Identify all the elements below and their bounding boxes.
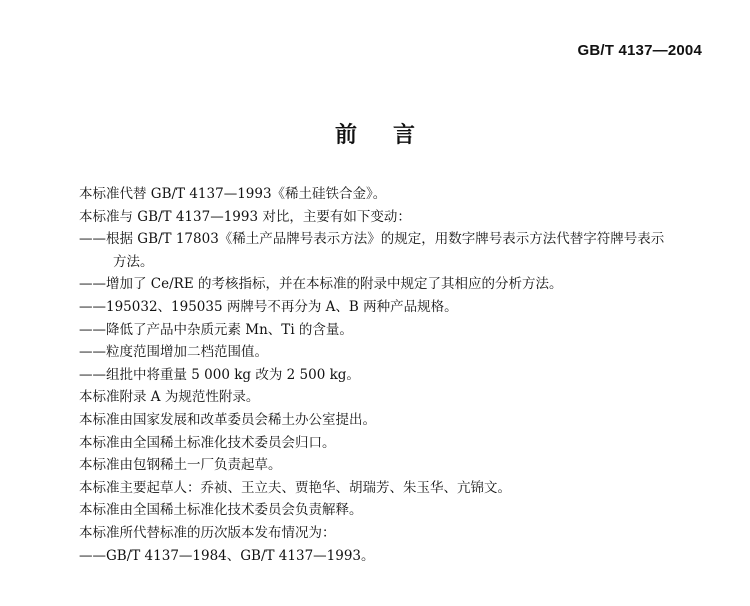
text-line: ——降低了产品中杂质元素 Mn、Ti 的含量。	[79, 321, 353, 338]
text-line: 本标准所代替标准的历次版本发布情况为：	[79, 524, 336, 541]
text-line-continuation: 方法。	[113, 253, 154, 270]
text-line: 本标准与 GB/T 4137—1993 对比，主要有如下变动：	[79, 208, 411, 225]
document-body	[79, 183, 709, 567]
text-line: 本标准由全国稀土标准化技术委员会归口。	[79, 434, 336, 451]
text-line: ——组批中将重量 5 000 kg 改为 2 500 kg。	[79, 366, 360, 383]
page-title: 前言	[334, 122, 451, 148]
text-line: ——增加了 Ce/RE 的考核指标，并在本标准的附录中规定了其相应的分析方法。	[79, 276, 563, 293]
text-line: 本标准由国家发展和改革委员会稀土办公室提出。	[79, 411, 376, 428]
text-line: ——GB/T 4137—1984、GB/T 4137—1993。	[79, 547, 375, 564]
text-line: 本标准由全国稀土标准化技术委员会负责解释。	[79, 502, 363, 519]
text-line: 本标准代替 GB/T 4137—1993《稀土硅铁合金》。	[79, 186, 387, 202]
text-line: ——根据 GB/T 17803《稀土产品牌号表示方法》的规定，用数字牌号表示方法代替字符牌号表示	[79, 231, 665, 248]
text-line: ——粒度范围增加二档范围值。	[79, 344, 268, 361]
text-line: ——195032、195035 两牌号不再分为 A、B 两种产品规格。	[79, 298, 458, 315]
standard-code: GB/T 4137—2004	[577, 42, 702, 59]
text-line: 本标准主要起草人：乔祯、王立夫、贾艳华、胡瑞芳、朱玉华、亢锦文。	[79, 479, 511, 496]
text-line: 本标准由包钢稀土一厂负责起草。	[79, 457, 282, 474]
text-line: 本标准附录 A 为规范性附录。	[79, 389, 260, 406]
